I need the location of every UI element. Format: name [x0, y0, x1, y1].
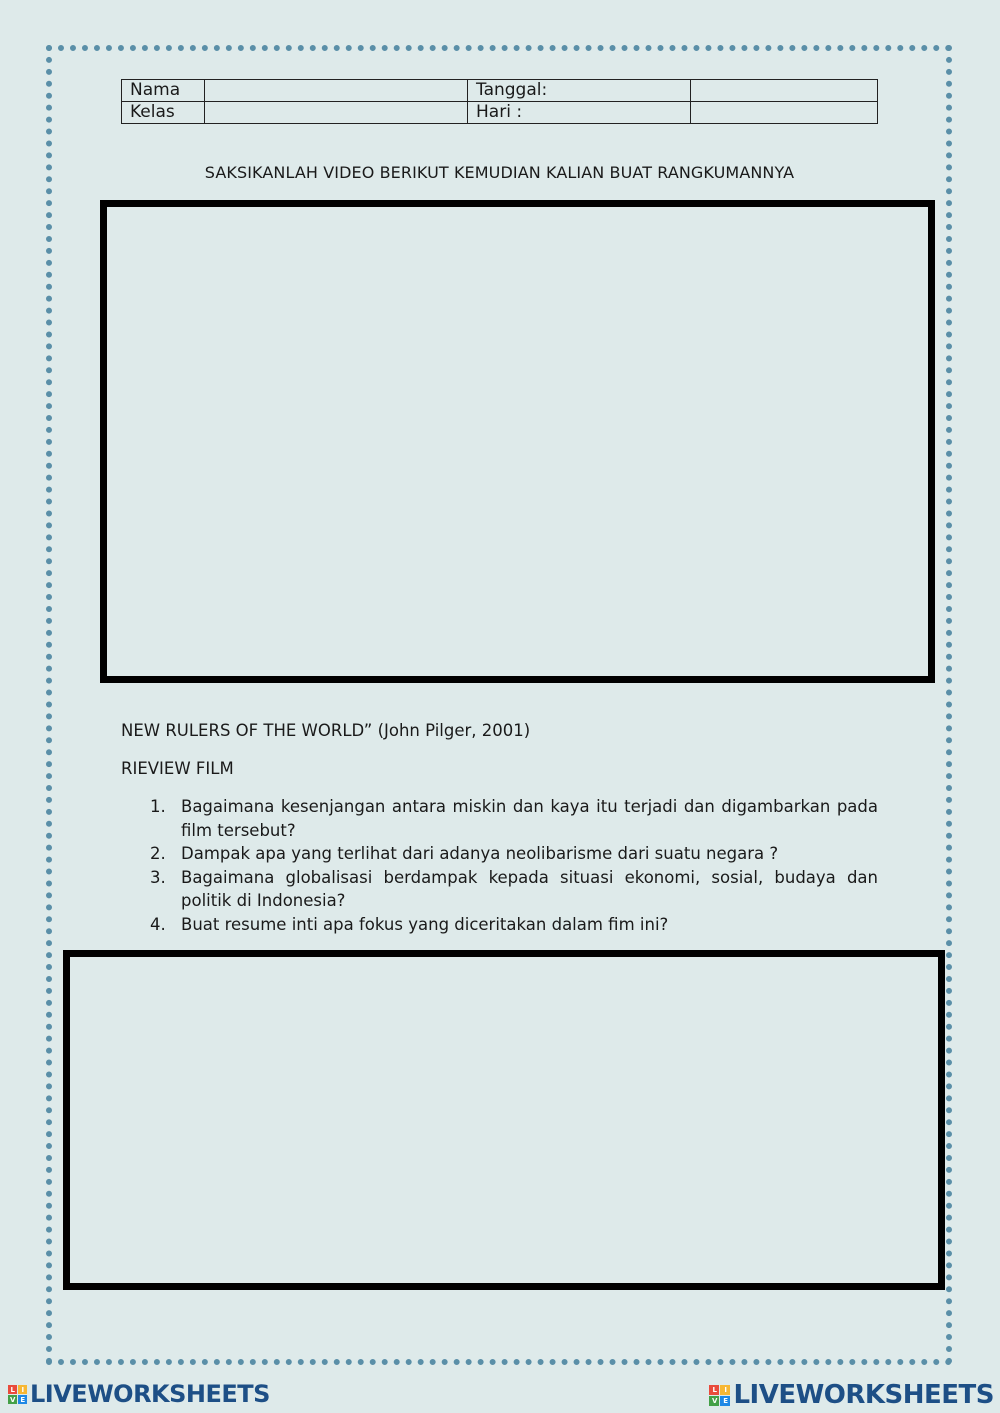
logo-text: LIVEWORKSHEETS [733, 1380, 994, 1410]
question-text: Buat resume inti apa fokus yang diceritakan dalam fim ini? [181, 914, 669, 934]
liveworksheets-logo-left [8, 1380, 270, 1408]
question-number: 3. [150, 867, 166, 887]
date-field[interactable] [691, 80, 878, 102]
film-title: NEW RULERS OF THE WORLD” (John Pilger, 2001) [121, 721, 531, 740]
question-list [150, 795, 878, 936]
question-number: 2. [150, 844, 166, 863]
question-number: 1. [150, 797, 166, 816]
question-item [150, 795, 878, 842]
answer-textbox[interactable] [63, 950, 945, 1290]
date-label: Tanggal: [468, 80, 691, 102]
question-number: 4. [150, 914, 166, 934]
class-field[interactable] [205, 102, 468, 124]
name-field[interactable] [205, 80, 468, 102]
logo-text: LIVEWORKSHEETS [30, 1380, 270, 1408]
class-label: Kelas [122, 102, 205, 124]
student-info-table [121, 79, 878, 124]
question-text: Dampak apa yang terlihat dari adanya neolibarisme dari suatu negara ? [181, 844, 779, 863]
video-frame[interactable] [100, 200, 935, 683]
question-item [150, 913, 878, 937]
review-heading: RIEVIEW FILM [121, 759, 234, 778]
liveworksheets-logo-icon: L I V E [709, 1385, 730, 1406]
question-text: Bagaimana kesenjangan antara miskin dan kaya itu terjadi dan digambarkan pada film tersebut? [181, 797, 878, 840]
instruction-heading: SAKSIKANLAH VIDEO BERIKUT KEMUDIAN KALIAN BUAT RANGKUMANNYA [204, 163, 795, 182]
table-row [122, 102, 878, 124]
liveworksheets-logo-icon: L I V E [8, 1385, 27, 1404]
question-item [150, 842, 878, 866]
table-row [122, 80, 878, 102]
day-label: Hari : [468, 102, 691, 124]
day-field[interactable] [691, 102, 878, 124]
name-label: Nama [122, 80, 205, 102]
question-item [150, 866, 878, 913]
liveworksheets-logo-right [709, 1380, 994, 1410]
question-text: Bagaimana globalisasi berdampak kepada situasi ekonomi, sosial, budaya dan politik di Indonesia? [181, 867, 878, 910]
